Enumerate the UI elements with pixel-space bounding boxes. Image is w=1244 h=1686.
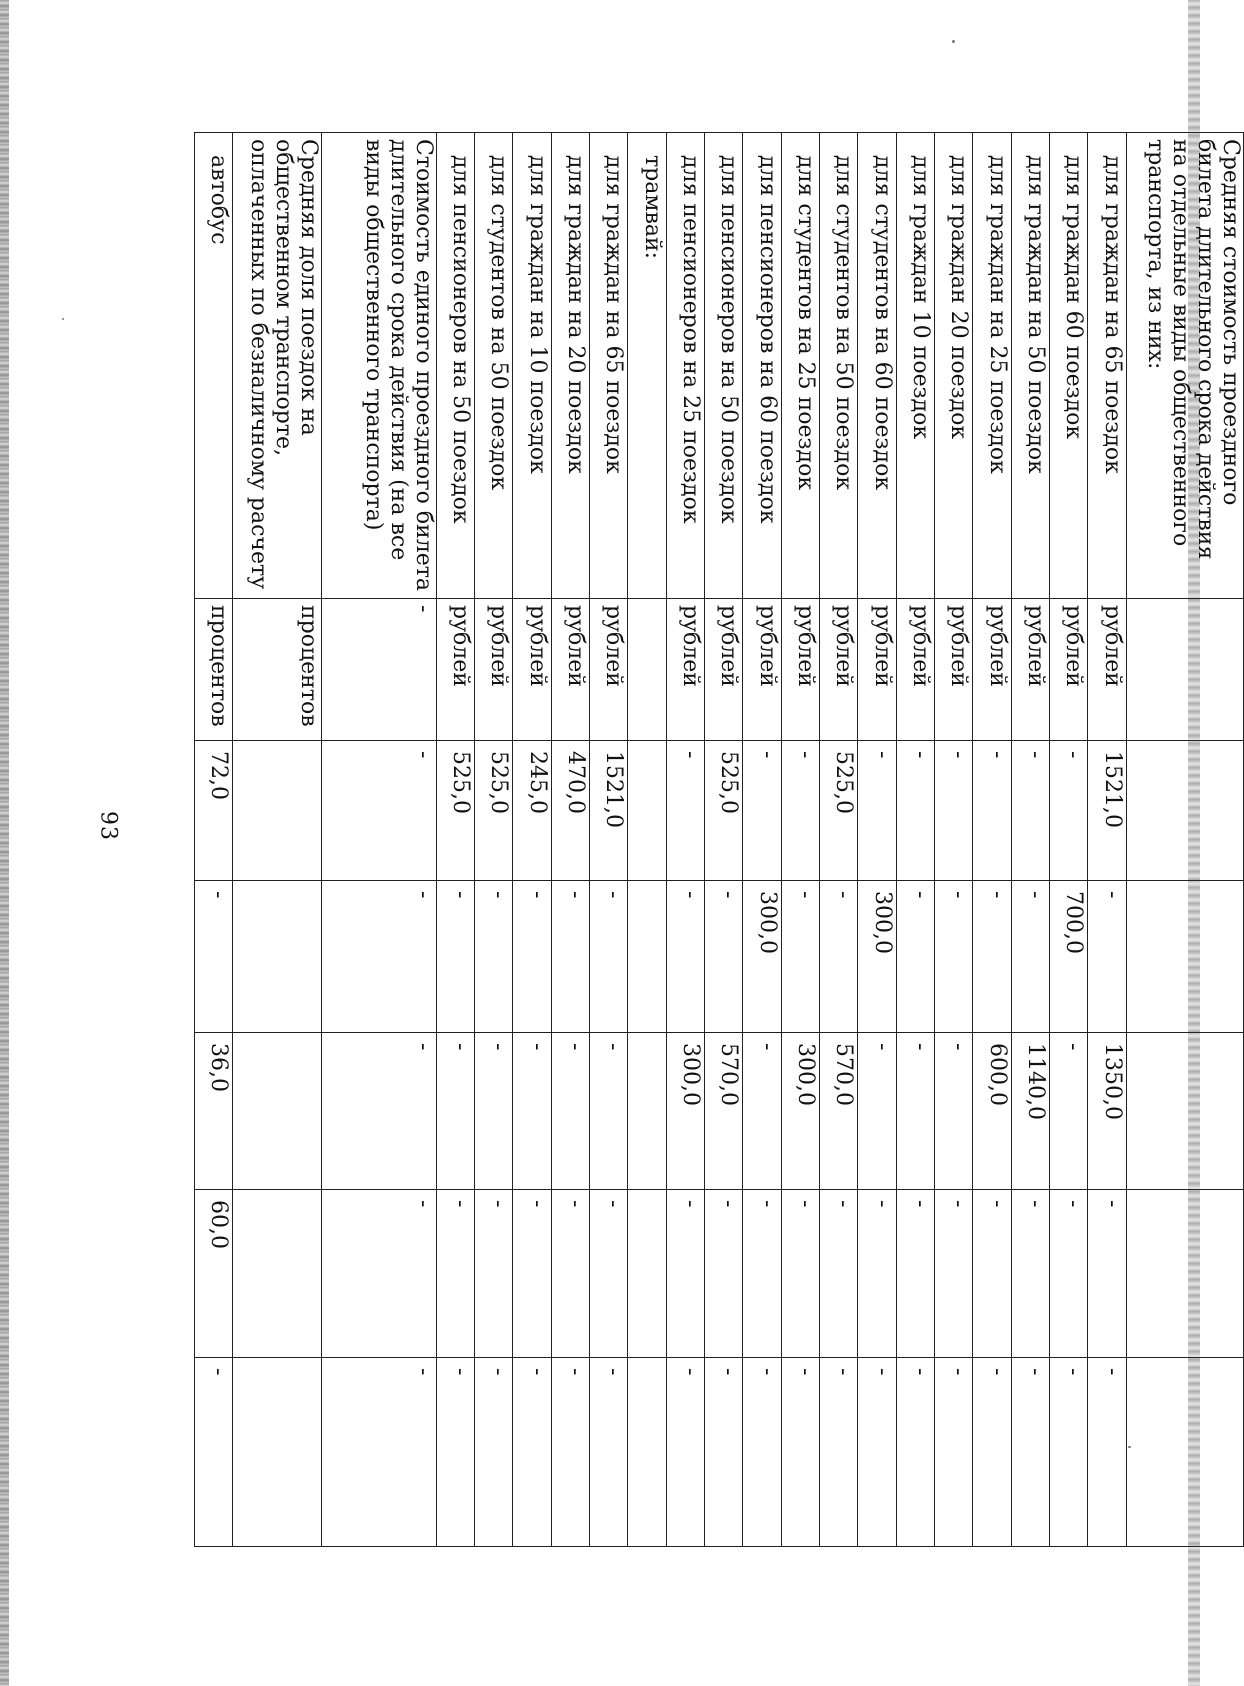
value-cell (1126, 881, 1243, 1033)
value-cell: - (705, 1358, 743, 1547)
value-cell: 300,0 (858, 881, 896, 1033)
indicator-name: для граждан на 25 поездок (973, 133, 1011, 599)
unit-cell: рублей (1088, 599, 1126, 741)
value-cell: - (590, 1190, 628, 1358)
value-cell: 600,0 (973, 1033, 1011, 1190)
value-cell (628, 741, 666, 881)
value-cell: - (551, 1033, 589, 1190)
unit-cell: рублей (820, 599, 858, 741)
table-row (1011, 133, 1049, 1547)
unit-cell (1126, 599, 1243, 741)
value-cell: - (858, 1358, 896, 1547)
value-cell: - (781, 881, 819, 1033)
unit-cell: рублей (436, 599, 474, 741)
value-cell: - (321, 741, 436, 881)
value-cell: - (436, 881, 474, 1033)
value-cell (628, 1033, 666, 1190)
value-cell: - (551, 1190, 589, 1358)
value-cell: - (436, 1033, 474, 1190)
value-cell: - (321, 1190, 436, 1358)
value-cell (1126, 741, 1243, 881)
table-row (1088, 133, 1126, 1547)
table-row (781, 133, 819, 1547)
value-cell: - (935, 1190, 973, 1358)
value-cell: - (1011, 1190, 1049, 1358)
value-cell (1126, 1358, 1243, 1547)
table-row (935, 133, 973, 1547)
value-cell: - (475, 1033, 513, 1190)
value-cell (628, 1190, 666, 1358)
value-cell: - (896, 881, 934, 1033)
unit-cell: процентов (195, 599, 233, 741)
value-cell: - (475, 1190, 513, 1358)
rotated-table-container (194, 132, 1244, 1546)
table-row (820, 133, 858, 1547)
value-cell: - (858, 1033, 896, 1190)
unit-cell: рублей (781, 599, 819, 741)
value-cell: - (781, 741, 819, 881)
value-cell: - (321, 1033, 436, 1190)
value-cell: - (1088, 1190, 1126, 1358)
table-row (743, 133, 781, 1547)
value-cell: - (896, 741, 934, 881)
indicator-name: для пенсионеров на 60 поездок (743, 133, 781, 599)
value-cell: - (436, 1190, 474, 1358)
value-cell: - (743, 1358, 781, 1547)
table-row (195, 133, 233, 1547)
value-cell: 72,0 (195, 741, 233, 881)
indicator-name: для студентов на 50 поездок (820, 133, 858, 599)
unit-cell: рублей (551, 599, 589, 741)
value-cell: - (590, 1033, 628, 1190)
value-cell: - (935, 881, 973, 1033)
table-row (551, 133, 589, 1547)
value-cell: - (820, 881, 858, 1033)
value-cell: - (705, 881, 743, 1033)
table-row (896, 133, 934, 1547)
indicator-name: для граждан на 50 поездок (1011, 133, 1049, 599)
value-cell: 570,0 (820, 1033, 858, 1190)
indicator-name: для пенсионеров на 50 поездок (705, 133, 743, 599)
indicator-name: для граждан 60 поездок (1050, 133, 1088, 599)
table-row (321, 133, 436, 1547)
value-cell: - (513, 1358, 551, 1547)
unit-cell: рублей (705, 599, 743, 741)
value-cell: - (1011, 1358, 1049, 1547)
value-cell: - (1011, 881, 1049, 1033)
indicator-name: для студентов на 50 поездок (475, 133, 513, 599)
value-cell: - (896, 1190, 934, 1358)
value-cell (1126, 1190, 1243, 1358)
value-cell: - (781, 1190, 819, 1358)
value-cell: - (1011, 741, 1049, 881)
table-row (973, 133, 1011, 1547)
value-cell: - (475, 881, 513, 1033)
value-cell: - (705, 1190, 743, 1358)
value-cell: - (475, 1358, 513, 1547)
table-row (233, 133, 321, 1547)
value-cell: - (743, 741, 781, 881)
value-cell: - (743, 1190, 781, 1358)
unit-cell: процентов (233, 599, 321, 741)
value-cell (1126, 1033, 1243, 1190)
value-cell: 525,0 (820, 741, 858, 881)
table-body (195, 133, 1244, 1547)
unit-cell: - (321, 599, 436, 741)
scan-edge-left (0, 0, 9, 1686)
value-cell: - (973, 1358, 1011, 1547)
unit-cell: рублей (1050, 599, 1088, 741)
value-cell: - (1050, 1358, 1088, 1547)
value-cell: 1521,0 (590, 741, 628, 881)
value-cell (628, 1358, 666, 1547)
value-cell: - (321, 881, 436, 1033)
value-cell: - (820, 1358, 858, 1547)
table-row (436, 133, 474, 1547)
value-cell: - (1088, 1358, 1126, 1547)
value-cell: - (590, 1358, 628, 1547)
table-row (513, 133, 551, 1547)
table-row (590, 133, 628, 1547)
value-cell: - (666, 1190, 704, 1358)
value-cell: 60,0 (195, 1190, 233, 1358)
value-cell: 300,0 (781, 1033, 819, 1190)
indicator-name: трамвай: (628, 133, 666, 599)
unit-cell: рублей (935, 599, 973, 741)
transport-fares-table (194, 132, 1244, 1547)
value-cell: - (666, 1358, 704, 1547)
value-cell: - (321, 1358, 436, 1547)
unit-cell: рублей (896, 599, 934, 741)
value-cell: - (513, 1190, 551, 1358)
value-cell: 1140,0 (1011, 1033, 1049, 1190)
value-cell: - (1050, 741, 1088, 881)
value-cell: - (743, 1033, 781, 1190)
table-row (705, 133, 743, 1547)
scan-speck (952, 40, 955, 43)
value-cell: - (935, 1358, 973, 1547)
value-cell: - (666, 881, 704, 1033)
value-cell (233, 881, 321, 1033)
value-cell: 700,0 (1050, 881, 1088, 1033)
value-cell (233, 741, 321, 881)
value-cell: - (551, 881, 589, 1033)
value-cell: - (195, 881, 233, 1033)
value-cell: - (973, 741, 1011, 881)
unit-cell: рублей (973, 599, 1011, 741)
value-cell: - (820, 1190, 858, 1358)
indicator-name: Средняя доля поездок на общественном транспорте, оплаченных по безналичному расчету (233, 133, 321, 599)
unit-cell: рублей (513, 599, 551, 741)
value-cell: 36,0 (195, 1033, 233, 1190)
value-cell (628, 881, 666, 1033)
value-cell (233, 1190, 321, 1358)
unit-cell: рублей (743, 599, 781, 741)
indicator-name: для граждан на 65 поездок (1088, 133, 1126, 599)
page-number: 93 (95, 811, 121, 841)
table-row (628, 133, 666, 1547)
value-cell: - (935, 741, 973, 881)
table-row (1126, 133, 1243, 1547)
indicator-name: Средняя стоимость проездного билета длительного срока действия на отдельные виды общественного транспорта, из них: (1126, 133, 1243, 599)
value-cell: 570,0 (705, 1033, 743, 1190)
indicator-name: для студентов на 25 поездок (781, 133, 819, 599)
unit-cell: рублей (1011, 599, 1049, 741)
value-cell: - (973, 1190, 1011, 1358)
indicator-name: для граждан на 20 поездок (551, 133, 589, 599)
value-cell: 525,0 (475, 741, 513, 881)
indicator-name: для граждан 20 поездок (935, 133, 973, 599)
value-cell: - (1050, 1190, 1088, 1358)
value-cell: - (436, 1358, 474, 1547)
value-cell: 1350,0 (1088, 1033, 1126, 1190)
value-cell: - (1088, 881, 1126, 1033)
table-row (1050, 133, 1088, 1547)
value-cell: - (666, 741, 704, 881)
value-cell: 1521,0 (1088, 741, 1126, 881)
indicator-name: для пенсионеров на 25 поездок (666, 133, 704, 599)
value-cell: - (935, 1033, 973, 1190)
value-cell: - (551, 1358, 589, 1547)
indicator-name: для граждан 10 поездок (896, 133, 934, 599)
value-cell: 245,0 (513, 741, 551, 881)
value-cell: - (858, 741, 896, 881)
indicator-name: для студентов на 60 поездок (858, 133, 896, 599)
value-cell: 525,0 (705, 741, 743, 881)
value-cell: 300,0 (743, 881, 781, 1033)
value-cell: - (896, 1358, 934, 1547)
value-cell: - (781, 1358, 819, 1547)
unit-cell: рублей (666, 599, 704, 741)
value-cell: 525,0 (436, 741, 474, 881)
indicator-name: для граждан на 10 поездок (513, 133, 551, 599)
value-cell: 300,0 (666, 1033, 704, 1190)
value-cell (233, 1358, 321, 1547)
value-cell: - (973, 881, 1011, 1033)
indicator-name: для граждан на 65 поездок (590, 133, 628, 599)
indicator-name: автобус (195, 133, 233, 599)
value-cell: - (896, 1033, 934, 1190)
table-row (858, 133, 896, 1547)
unit-cell: рублей (858, 599, 896, 741)
value-cell: - (858, 1190, 896, 1358)
value-cell: - (1050, 1033, 1088, 1190)
value-cell: - (195, 1358, 233, 1547)
value-cell (233, 1033, 321, 1190)
value-cell: - (590, 881, 628, 1033)
unit-cell: рублей (590, 599, 628, 741)
scan-speck (62, 318, 64, 320)
value-cell: - (513, 881, 551, 1033)
unit-cell: рублей (475, 599, 513, 741)
value-cell: - (513, 1033, 551, 1190)
value-cell: 470,0 (551, 741, 589, 881)
indicator-name: Стоимость единого проездного билета длительного срока действия (на все виды общественного транспорта) (321, 133, 436, 599)
table-row (666, 133, 704, 1547)
unit-cell (628, 599, 666, 741)
indicator-name: для пенсионеров на 50 поездок (436, 133, 474, 599)
table-row (475, 133, 513, 1547)
